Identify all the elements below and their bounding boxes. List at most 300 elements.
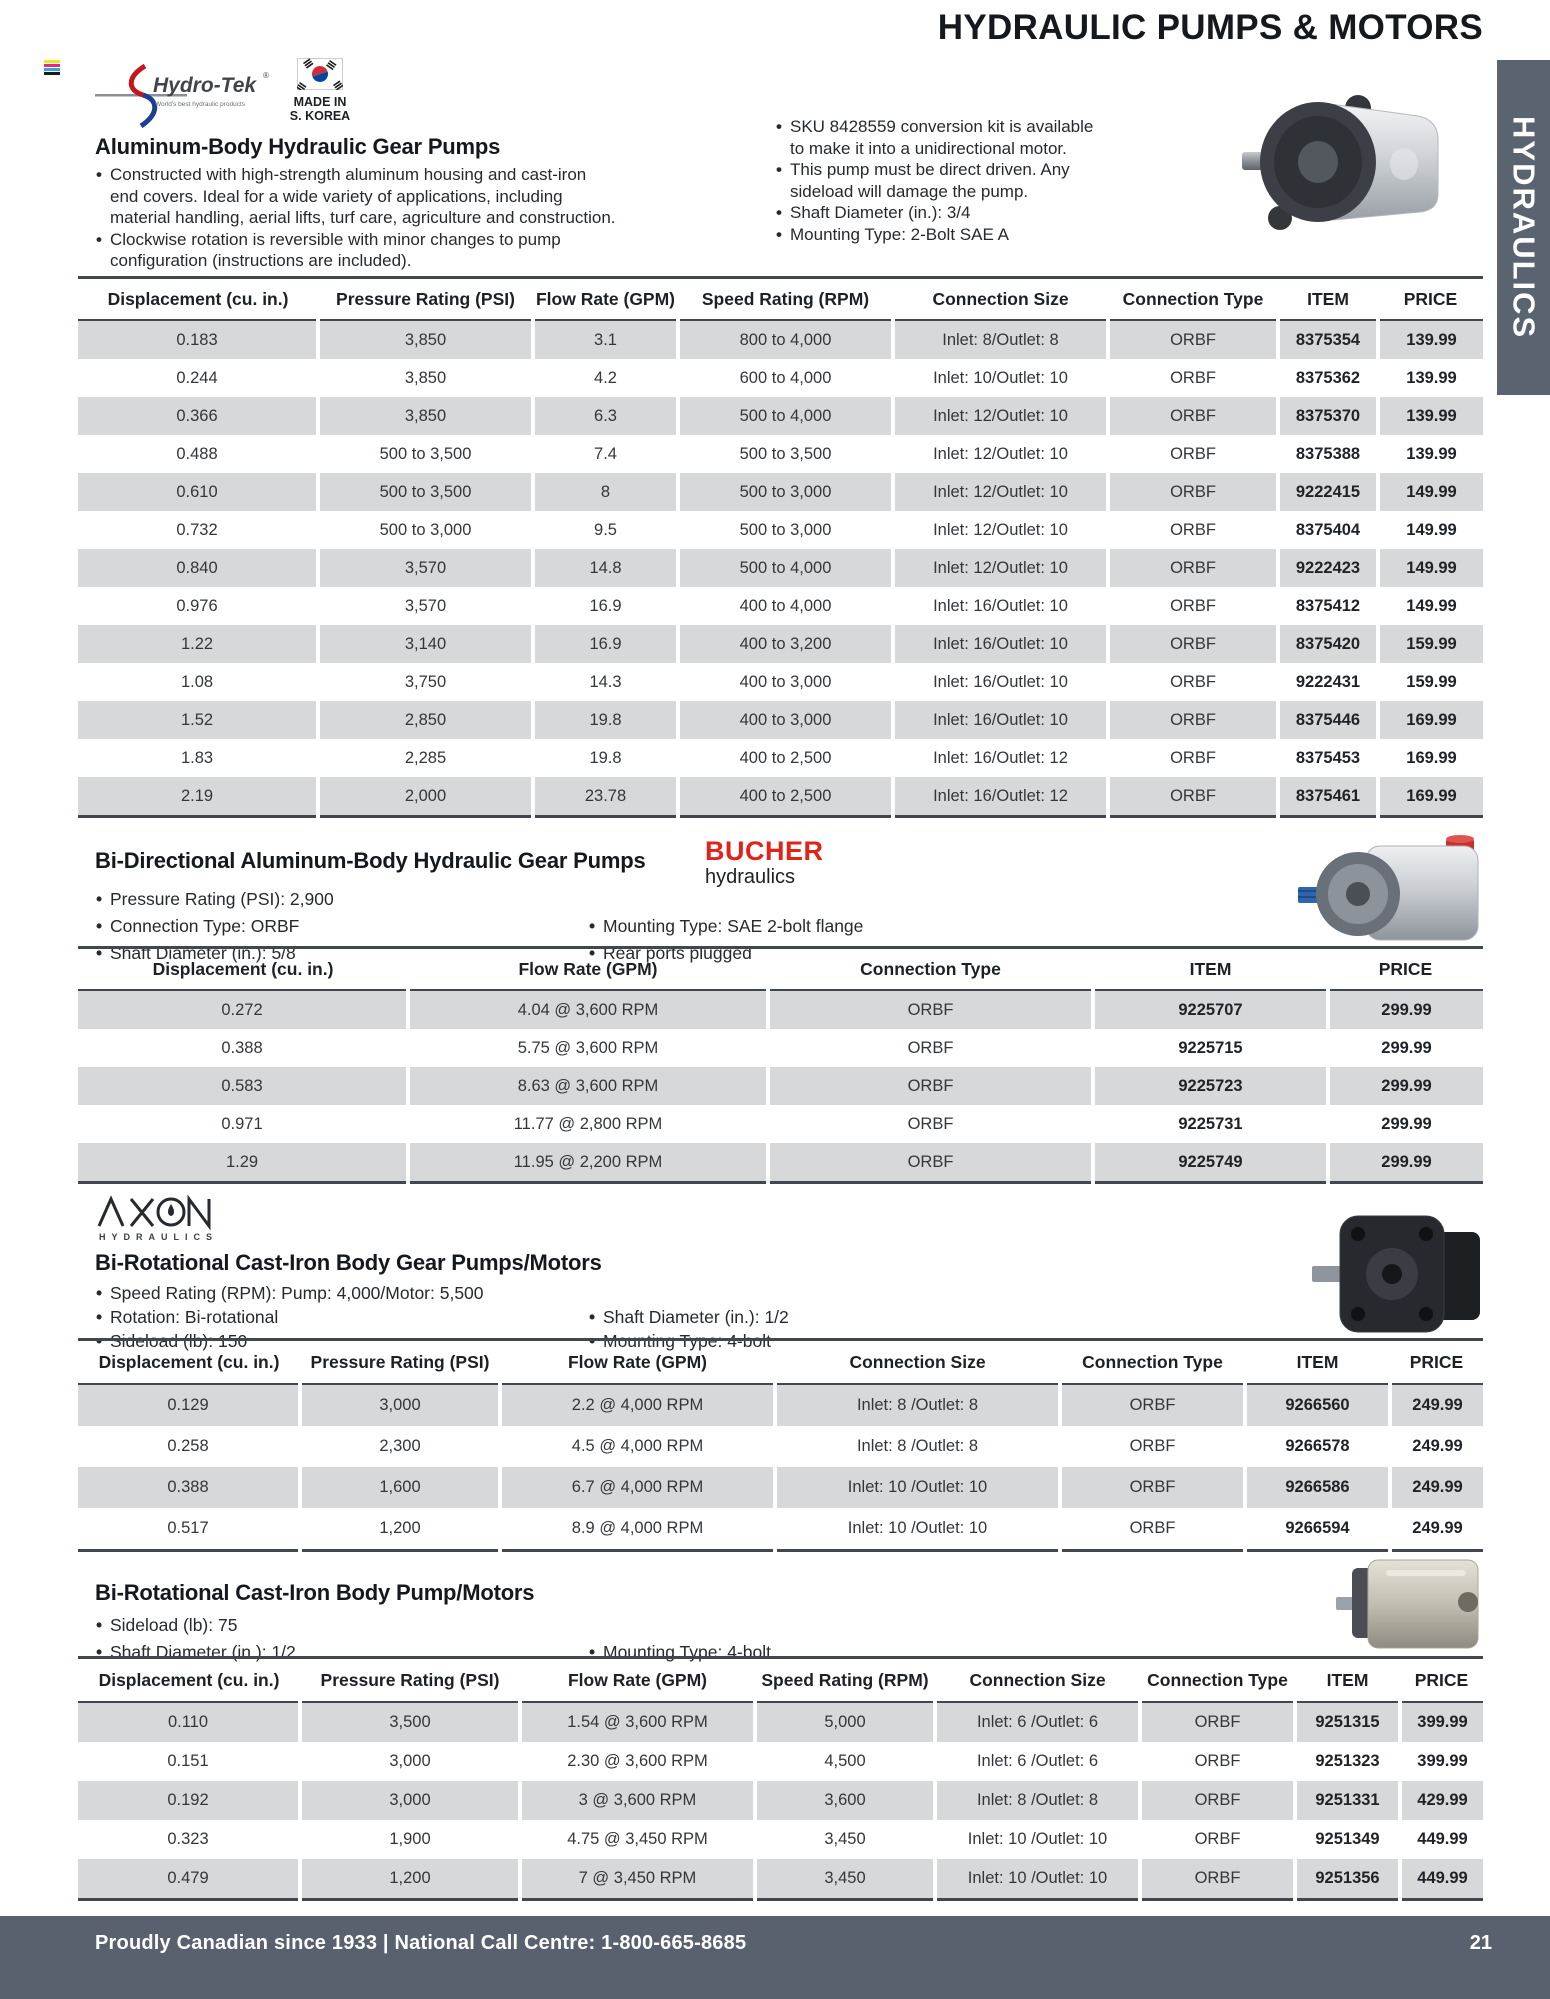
header-cell: ITEM (1307, 288, 1349, 309)
table-cell: 449.99 (1400, 1820, 1483, 1859)
table-header-row (78, 278, 1483, 321)
hydro-tek-wordmark: Hydro-Tek (153, 74, 257, 97)
table-row (78, 397, 1483, 435)
table-cell: Inlet: 16/Outlet: 10 (893, 587, 1108, 625)
table-cell: 9251331 (1295, 1781, 1400, 1820)
korea-flag-icon (297, 58, 343, 90)
table-cell: 8375404 (1278, 511, 1378, 549)
table-cell: ORBF (1108, 777, 1278, 817)
table-cell: ORBF (768, 1143, 1093, 1183)
table-cell: 0.971 (221, 1114, 263, 1133)
table-cell: 500 to 3,000 (678, 511, 893, 549)
table-cell: 0.732 (176, 520, 218, 539)
table-cell: 8375354 (1278, 320, 1378, 359)
table-cell: 4.5 @ 4,000 RPM (500, 1426, 775, 1467)
bullet-item: • SKU 8428559 conversion kit is available to make it into a unidirectional motor. (775, 116, 1110, 159)
section-1-bullets-left (95, 164, 617, 272)
table-cell: 8375461 (1278, 777, 1378, 817)
header-cell: Flow Rate (GPM) (567, 1351, 708, 1372)
table-cell: ORBF (1108, 320, 1278, 359)
table-cell: 1.29 (225, 1152, 259, 1171)
bullet-item: • Speed Rating (RPM): Pump: 4,000/Motor: 5,500 (95, 1281, 555, 1305)
table-row (78, 1067, 1483, 1105)
table-cell: 4.04 @ 3,600 RPM (408, 990, 768, 1029)
header-cell: ITEM (1189, 958, 1232, 979)
table-cell: 500 to 3,000 (318, 511, 533, 549)
table-cell: 2,285 (318, 739, 533, 777)
header-cell: Flow Rate (GPM) (535, 288, 676, 309)
table-cell: 169.99 (1378, 739, 1483, 777)
table-row (78, 1508, 1483, 1551)
pump-table-castiron-pump (78, 1656, 1483, 1901)
table-cell: 299.99 (1328, 1143, 1483, 1183)
table-cell: 9266594 (1245, 1508, 1390, 1551)
pump-table-castiron-gear (78, 1338, 1483, 1552)
table-cell: ORBF (1108, 511, 1278, 549)
table-cell: 1.08 (180, 672, 214, 691)
table-cell: ORBF (1140, 1781, 1295, 1820)
table-cell: 9251315 (1295, 1702, 1400, 1742)
table-cell: 0.110 (167, 1713, 209, 1731)
table-cell: Inlet: 12/Outlet: 10 (893, 473, 1108, 511)
table-cell: 3,570 (318, 587, 533, 625)
table-cell: Inlet: 10/Outlet: 10 (893, 359, 1108, 397)
table-cell: ORBF (768, 1105, 1093, 1143)
table-cell: 299.99 (1328, 1105, 1483, 1143)
table-row (78, 1702, 1483, 1742)
table-cell: 399.99 (1400, 1742, 1483, 1781)
table-cell: 1.52 (180, 710, 214, 729)
table-row (78, 1426, 1483, 1467)
table-row (78, 1781, 1483, 1820)
table-cell: 0.388 (221, 1038, 263, 1057)
table-cell: 9222423 (1278, 549, 1378, 587)
table-cell: 800 to 4,000 (678, 320, 893, 359)
table-cell: 1.54 @ 3,600 RPM (520, 1702, 755, 1742)
table-cell: 149.99 (1378, 549, 1483, 587)
table-cell: ORBF (1108, 397, 1278, 435)
table-cell: 500 to 3,000 (678, 473, 893, 511)
table-cell: 9222431 (1278, 663, 1378, 701)
table-row (78, 701, 1483, 739)
table-cell: 8375370 (1278, 397, 1378, 435)
bullet-item: • Rotation: Bi-rotational (95, 1305, 555, 1329)
header-cell: Pressure Rating (PSI) (336, 288, 515, 309)
table-cell: 0.258 (167, 1437, 209, 1455)
table-cell: 9225749 (1093, 1143, 1328, 1183)
table-cell: 500 to 4,000 (678, 549, 893, 587)
header-cell: Connection Size (849, 1351, 986, 1372)
bullet-item: • Connection Type: ORBF (95, 913, 525, 940)
table-cell: Inlet: 16/Outlet: 10 (893, 701, 1108, 739)
table-row (78, 473, 1483, 511)
table-row (78, 625, 1483, 663)
header-cell: Displacement (cu. in.) (152, 958, 334, 979)
table-cell: 400 to 3,200 (678, 625, 893, 663)
table-cell: 14.8 (533, 549, 678, 587)
table-cell: 0.976 (176, 596, 218, 615)
table-cell: 3,570 (318, 549, 533, 587)
table-header-row (78, 1658, 1483, 1703)
table-cell: 0.517 (167, 1519, 209, 1537)
table-cell: 299.99 (1328, 1029, 1483, 1067)
header-cell: Speed Rating (RPM) (761, 1669, 929, 1690)
table-cell: Inlet: 16/Outlet: 10 (893, 663, 1108, 701)
side-tab-label: HYDRAULICS (1506, 115, 1542, 340)
header-cell: PRICE (1378, 958, 1433, 979)
table-cell: 9266586 (1245, 1467, 1390, 1508)
table-cell: Inlet: 8 /Outlet: 8 (775, 1384, 1060, 1426)
table-cell: 0.183 (176, 330, 218, 349)
section-heading-1: Aluminum-Body Hydraulic Gear Pumps (95, 134, 501, 159)
product-image-gear-pump-2 (1296, 830, 1484, 954)
table-cell: 1,600 (300, 1467, 500, 1508)
table-cell: 299.99 (1328, 1067, 1483, 1105)
table-cell: ORBF (1108, 435, 1278, 473)
header-cell: Displacement (cu. in.) (107, 288, 289, 309)
bullet-item: • This pump must be direct driven. Any sideload will damage the pump. (775, 159, 1110, 202)
table-row (78, 1820, 1483, 1859)
table-cell: 139.99 (1378, 435, 1483, 473)
table-cell: 3,850 (318, 359, 533, 397)
table-cell: Inlet: 10 /Outlet: 10 (935, 1820, 1140, 1859)
table-cell: 23.78 (533, 777, 678, 817)
table-cell: 2,300 (300, 1426, 500, 1467)
table-cell: 3,850 (318, 320, 533, 359)
bullet-item: • Shaft Diameter (in.): 3/4 (775, 202, 1110, 224)
table-cell: 169.99 (1378, 701, 1483, 739)
table-cell: Inlet: 16/Outlet: 12 (893, 739, 1108, 777)
table-cell: 3,450 (755, 1859, 935, 1900)
table-cell: 400 to 2,500 (678, 777, 893, 817)
table-cell: 11.77 @ 2,800 RPM (408, 1105, 768, 1143)
table-cell: 500 to 3,500 (318, 473, 533, 511)
table-cell: 139.99 (1378, 397, 1483, 435)
table-cell: 139.99 (1378, 359, 1483, 397)
table-cell: 19.8 (533, 701, 678, 739)
table-cell: 249.99 (1390, 1467, 1483, 1508)
table-cell: 1,200 (300, 1859, 520, 1900)
axon-sub: HYDRAULICS (99, 1232, 219, 1242)
header-cell: Connection Type (860, 958, 1001, 979)
table-cell: 9225731 (1093, 1105, 1328, 1143)
table-cell: ORBF (1108, 739, 1278, 777)
table-cell: 3,000 (300, 1781, 520, 1820)
footer-text: Proudly Canadian since 1933 | National Call Centre: 1-800-665-8685 (95, 1932, 747, 1954)
table-cell: 249.99 (1390, 1384, 1483, 1426)
axon-logo (95, 1194, 255, 1244)
table-cell: 19.8 (533, 739, 678, 777)
table-cell: 449.99 (1400, 1859, 1483, 1900)
page-number: 21 (1469, 1932, 1492, 1954)
table-cell: Inlet: 12/Outlet: 10 (893, 397, 1108, 435)
table-cell: 8375446 (1278, 701, 1378, 739)
table-cell: 149.99 (1378, 511, 1483, 549)
table-cell: 3.1 (533, 320, 678, 359)
table-cell: 4.2 (533, 359, 678, 397)
table-cell: 8.9 @ 4,000 RPM (500, 1508, 775, 1551)
table-cell: Inlet: 6 /Outlet: 6 (935, 1702, 1140, 1742)
table-cell: 0.323 (167, 1830, 209, 1848)
table-cell: ORBF (768, 1067, 1093, 1105)
pump-table-bidirectional (78, 946, 1483, 1184)
table-cell: 0.244 (176, 368, 218, 387)
table-cell: 0.192 (167, 1791, 209, 1809)
header-cell: Displacement (cu. in.) (98, 1351, 280, 1372)
table-cell: Inlet: 6 /Outlet: 6 (935, 1742, 1140, 1781)
bullet-item: • Constructed with high-strength aluminum housing and cast-iron end covers. Ideal for a wide variety of applications, including material handling, aerial lifts, turf care, agriculture and construction. (95, 164, 617, 229)
table-cell: Inlet: 12/Outlet: 10 (893, 435, 1108, 473)
table-cell: 400 to 3,000 (678, 663, 893, 701)
table-cell: 8.63 @ 3,600 RPM (408, 1067, 768, 1105)
table-row (78, 739, 1483, 777)
bullet-item: • Shaft Diameter (in.): 5/8 (95, 940, 525, 967)
table-cell: 299.99 (1328, 990, 1483, 1029)
table-cell: 3,850 (318, 397, 533, 435)
table-cell: ORBF (1140, 1742, 1295, 1781)
bullet-item: • Shaft Diameter (in.): 1/2 (95, 1639, 525, 1666)
table-cell: Inlet: 10 /Outlet: 10 (775, 1508, 1060, 1551)
table-cell: Inlet: 8 /Outlet: 8 (775, 1426, 1060, 1467)
table-cell: 0.488 (176, 444, 218, 463)
table-cell: 399.99 (1400, 1702, 1483, 1742)
bullet-item: • Shaft Diameter (in.): 1/2 (588, 1305, 988, 1329)
table-cell: ORBF (1060, 1426, 1245, 1467)
table-cell: 500 to 3,500 (318, 435, 533, 473)
table-cell: 0.583 (221, 1076, 263, 1095)
table-cell: 400 to 2,500 (678, 739, 893, 777)
table-row (78, 1742, 1483, 1781)
header-cell: ITEM (1326, 1669, 1369, 1690)
table-cell: 9225707 (1093, 990, 1328, 1029)
made-in-label: MADE IN (293, 95, 347, 109)
table-cell: Inlet: 16/Outlet: 12 (893, 777, 1108, 817)
table-row (78, 359, 1483, 397)
table-cell: 9266578 (1245, 1426, 1390, 1467)
table-cell: 6.7 @ 4,000 RPM (500, 1467, 775, 1508)
table-cell: 5.75 @ 3,600 RPM (408, 1029, 768, 1067)
hydro-tek-tagline: World's best hydraulic products (155, 101, 245, 108)
table-cell: ORBF (1108, 663, 1278, 701)
table-cell: 429.99 (1400, 1781, 1483, 1820)
table-cell: 0.366 (176, 406, 218, 425)
table-cell: ORBF (1140, 1859, 1295, 1900)
section-1-bullets-right (775, 116, 1110, 245)
table-cell: 139.99 (1378, 320, 1483, 359)
section-heading-2: Bi-Directional Aluminum-Body Hydraulic Gear Pumps (95, 848, 646, 873)
section-heading-4: Bi-Rotational Cast-Iron Body Pump/Motors (95, 1580, 535, 1605)
table-cell: 3,000 (300, 1384, 500, 1426)
section-heading-3: Bi-Rotational Cast-Iron Body Gear Pumps/Motors (95, 1250, 602, 1275)
table-cell: 2,850 (318, 701, 533, 739)
product-image-gear-pump-1 (1238, 86, 1450, 238)
footer-bar (0, 1916, 1550, 1999)
bucher-wordmark: BUCHER (705, 836, 824, 866)
table-cell: 9251349 (1295, 1820, 1400, 1859)
hydraulics-side-tab (1497, 60, 1550, 395)
header-cell: Pressure Rating (PSI) (310, 1351, 490, 1372)
header-cell: Connection Type (1147, 1669, 1288, 1690)
table-cell: ORBF (1140, 1820, 1295, 1859)
table-cell: 169.99 (1378, 777, 1483, 817)
svg-text:®: ® (263, 71, 269, 80)
header-cell: Connection Type (1122, 288, 1264, 309)
table-cell: Inlet: 12/Outlet: 10 (893, 511, 1108, 549)
table-cell: 11.95 @ 2,200 RPM (408, 1143, 768, 1183)
table-cell: Inlet: 10 /Outlet: 10 (775, 1467, 1060, 1508)
table-row (78, 1859, 1483, 1900)
bullet-item: • Clockwise rotation is reversible with minor changes to pump configuration (instructions are included). (95, 229, 617, 272)
table-row (78, 1105, 1483, 1143)
table-cell: 400 to 3,000 (678, 701, 893, 739)
bullet-item: • Sideload (lb): 150 (95, 1329, 555, 1353)
header-cell: Pressure Rating (PSI) (320, 1669, 500, 1690)
table-cell: 8 (533, 473, 678, 511)
table-cell: 2.2 @ 4,000 RPM (500, 1384, 775, 1426)
table-cell: ORBF (1140, 1702, 1295, 1742)
table-cell: 149.99 (1378, 587, 1483, 625)
bullet-item: • Mounting Type: 4-bolt (588, 1639, 988, 1666)
table-cell: 9222415 (1278, 473, 1378, 511)
table-cell: ORBF (1108, 359, 1278, 397)
pump-table-aluminum (78, 276, 1483, 818)
table-header-row (78, 948, 1483, 991)
table-cell: 3,500 (300, 1702, 520, 1742)
table-cell: 249.99 (1390, 1508, 1483, 1551)
header-cell: Connection Type (1082, 1351, 1223, 1372)
table-cell: 3,600 (755, 1781, 935, 1820)
table-row (78, 990, 1483, 1029)
table-row (78, 549, 1483, 587)
table-cell: 7.4 (533, 435, 678, 473)
table-row (78, 777, 1483, 817)
table-cell: 3 @ 3,600 RPM (520, 1781, 755, 1820)
bullet-item: • Rear ports plugged (588, 940, 988, 967)
product-image-gear-pump-4 (1336, 1548, 1482, 1660)
table-cell: ORBF (1108, 549, 1278, 587)
table-cell: 1.83 (180, 748, 214, 767)
table-cell: 8375453 (1278, 739, 1378, 777)
table-cell: 1.22 (180, 634, 214, 653)
table-cell: 7 @ 3,450 RPM (520, 1859, 755, 1900)
table-cell: 500 to 3,500 (678, 435, 893, 473)
table-cell: ORBF (1060, 1384, 1245, 1426)
table-row (78, 511, 1483, 549)
table-cell: ORBF (1108, 587, 1278, 625)
table-cell: Inlet: 10 /Outlet: 10 (935, 1859, 1140, 1900)
table-cell: ORBF (1108, 701, 1278, 739)
header-cell: PRICE (1403, 288, 1458, 309)
header-cell: ITEM (1296, 1351, 1339, 1372)
bucher-logo (705, 836, 824, 887)
table-cell: 8375388 (1278, 435, 1378, 473)
table-cell: ORBF (1060, 1508, 1245, 1551)
table-cell: 249.99 (1390, 1426, 1483, 1467)
table-row (78, 1467, 1483, 1508)
bullet-item: • Mounting Type: 4-bolt (588, 1329, 988, 1353)
registration-marks-icon (44, 60, 60, 76)
table-cell: 9225715 (1093, 1029, 1328, 1067)
table-cell: 8375420 (1278, 625, 1378, 663)
table-header-row (78, 1340, 1483, 1385)
table-cell: 2.19 (180, 786, 214, 805)
table-row (78, 1029, 1483, 1067)
table-cell: 1,200 (300, 1508, 500, 1551)
table-cell: 4.75 @ 3,450 RPM (520, 1820, 755, 1859)
table-cell: 8375362 (1278, 359, 1378, 397)
table-cell: ORBF (1060, 1467, 1245, 1508)
table-cell: 149.99 (1378, 473, 1483, 511)
table-cell: 2,000 (318, 777, 533, 817)
table-cell: 400 to 4,000 (678, 587, 893, 625)
table-cell: ORBF (768, 990, 1093, 1029)
bullet-item: • Mounting Type: 2-Bolt SAE A (775, 224, 1110, 246)
header-cell: PRICE (1414, 1669, 1469, 1690)
table-cell: 0.479 (167, 1869, 209, 1887)
header-cell: Flow Rate (GPM) (567, 1669, 708, 1690)
table-cell: 1,900 (300, 1820, 520, 1859)
table-row (78, 1384, 1483, 1426)
header-cell: Connection Size (969, 1669, 1106, 1690)
table-cell: 6.3 (533, 397, 678, 435)
table-cell: 9266560 (1245, 1384, 1390, 1426)
made-in-country: S. KOREA (289, 109, 351, 123)
table-cell: 3,450 (755, 1820, 935, 1859)
table-row (78, 435, 1483, 473)
table-cell: 0.151 (167, 1752, 209, 1770)
table-cell: 9.5 (533, 511, 678, 549)
table-row (78, 663, 1483, 701)
table-cell: 3,140 (318, 625, 533, 663)
table-cell: 3,000 (300, 1742, 520, 1781)
table-row (78, 1143, 1483, 1183)
table-cell: 3,750 (318, 663, 533, 701)
table-row (78, 587, 1483, 625)
table-cell: 9251323 (1295, 1742, 1400, 1781)
table-cell: 2.30 @ 3,600 RPM (520, 1742, 755, 1781)
table-cell: Inlet: 12/Outlet: 10 (893, 549, 1108, 587)
table-cell: 14.3 (533, 663, 678, 701)
table-cell: 0.840 (176, 558, 218, 577)
table-cell: Inlet: 8/Outlet: 8 (893, 320, 1108, 359)
table-cell: 0.272 (221, 1000, 263, 1019)
table-cell: 16.9 (533, 625, 678, 663)
table-cell: 9251356 (1295, 1859, 1400, 1900)
header-cell: Flow Rate (GPM) (518, 958, 658, 979)
table-cell: 0.388 (167, 1478, 209, 1496)
product-image-gear-pump-3 (1312, 1210, 1482, 1340)
table-cell: 159.99 (1378, 625, 1483, 663)
table-cell: ORBF (1108, 473, 1278, 511)
bullet-item: • Mounting Type: SAE 2-bolt flange (588, 913, 988, 940)
table-cell: 8375412 (1278, 587, 1378, 625)
header-cell: Connection Size (932, 288, 1069, 309)
table-cell: 500 to 4,000 (678, 397, 893, 435)
table-cell: 0.129 (167, 1396, 209, 1414)
table-row (78, 320, 1483, 359)
table-cell: 4,500 (755, 1742, 935, 1781)
page-title: HYDRAULIC PUMPS & MOTORS (937, 8, 1483, 47)
table-cell: Inlet: 16/Outlet: 10 (893, 625, 1108, 663)
bullet-item: • Sideload (lb): 75 (95, 1612, 525, 1639)
header-cell: Speed Rating (RPM) (701, 288, 870, 309)
table-cell: 159.99 (1378, 663, 1483, 701)
table-cell: 5,000 (755, 1702, 935, 1742)
header-cell: Displacement (cu. in.) (98, 1669, 280, 1690)
bullet-item: • Pressure Rating (PSI): 2,900 (95, 886, 525, 913)
table-cell: 9225723 (1093, 1067, 1328, 1105)
table-cell: ORBF (1108, 625, 1278, 663)
